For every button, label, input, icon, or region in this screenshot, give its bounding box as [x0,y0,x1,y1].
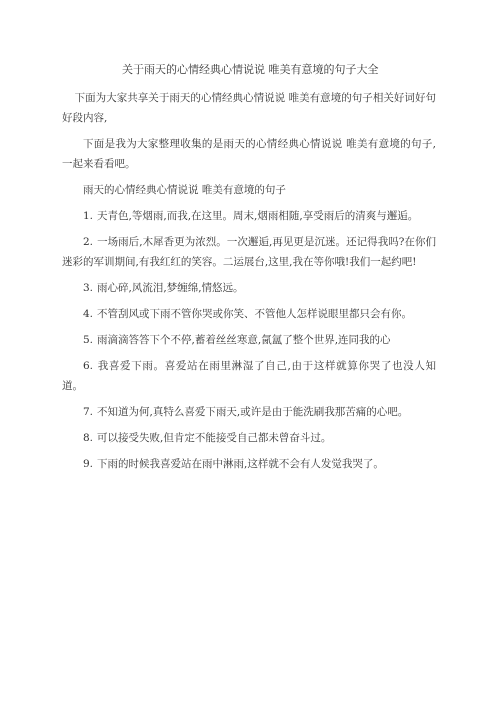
item-text: 雨心碎,风流泪,梦缠绵,情悠远。 [97,282,244,294]
list-item [62,278,436,298]
item-number: 9. [83,458,94,470]
list-item [62,454,436,474]
item-number: 2. [83,236,94,248]
document-title: 关于雨天的心情经典心情说说 唯美有意境的句子大全 [122,63,379,76]
list-item [62,428,436,448]
list-item [62,402,436,422]
item-text: 不管刮风或下雨不管你哭或你笑、不管他人怎样说眼里都只会有你。 [97,308,413,320]
item-number: 7. [83,406,94,418]
item-text: 不知道为何,真特么喜爱下雨天,或许是由于能洗刷我那苦痛的心吧。 [97,406,409,418]
intro-paragraph-2: 下面是我为大家整理收集的是雨天的心情经典心情说说 唯美有意境的句子,一起来看看吧。 [62,138,436,170]
item-number: 5. [83,334,94,346]
list-item [62,330,436,350]
item-number: 4. [83,308,94,320]
item-number: 6. [83,360,94,372]
item-text: 我喜爱下雨。喜爱站在雨里淋湿了自己,由于这样就算你哭了也没人知道。 [62,360,436,392]
item-text: 一场雨后,木犀香更为浓烈。一次邂逅,再见更是沉迷。还记得我吗?在你们迷彩的军训期间,有我红红的笑容。二运展台,这里,我在等你哦!我们一起约吧! [62,236,436,268]
list-item [62,356,436,396]
item-text: 下雨的时候我喜爱站在雨中淋雨,这样就不会有人发觉我哭了。 [97,458,384,470]
quote-list [62,206,436,474]
item-text: 天青色,等烟雨,而我,在这里。周末,烟雨相随,享受雨后的清爽与邂逅。 [97,210,419,222]
item-number: 1. [83,210,94,222]
list-item [62,304,436,324]
list-item [62,232,436,272]
item-number: 8. [83,432,94,444]
section-heading: 雨天的心情经典心情说说 唯美有意境的句子 [83,184,286,196]
item-number: 3. [83,282,94,294]
list-item [62,206,436,226]
item-text: 雨滴滴答答下个不停,蓄着丝丝寒意,氤氲了整个世界,连同我的心 [97,334,391,346]
intro-paragraph-1: 下面为大家共享关于雨天的心情经典心情说说 唯美有意境的句子相关好词好句好段内容, [62,92,436,124]
item-text: 可以接受失败,但肯定不能接受自己都未曾奋斗过。 [97,432,332,444]
